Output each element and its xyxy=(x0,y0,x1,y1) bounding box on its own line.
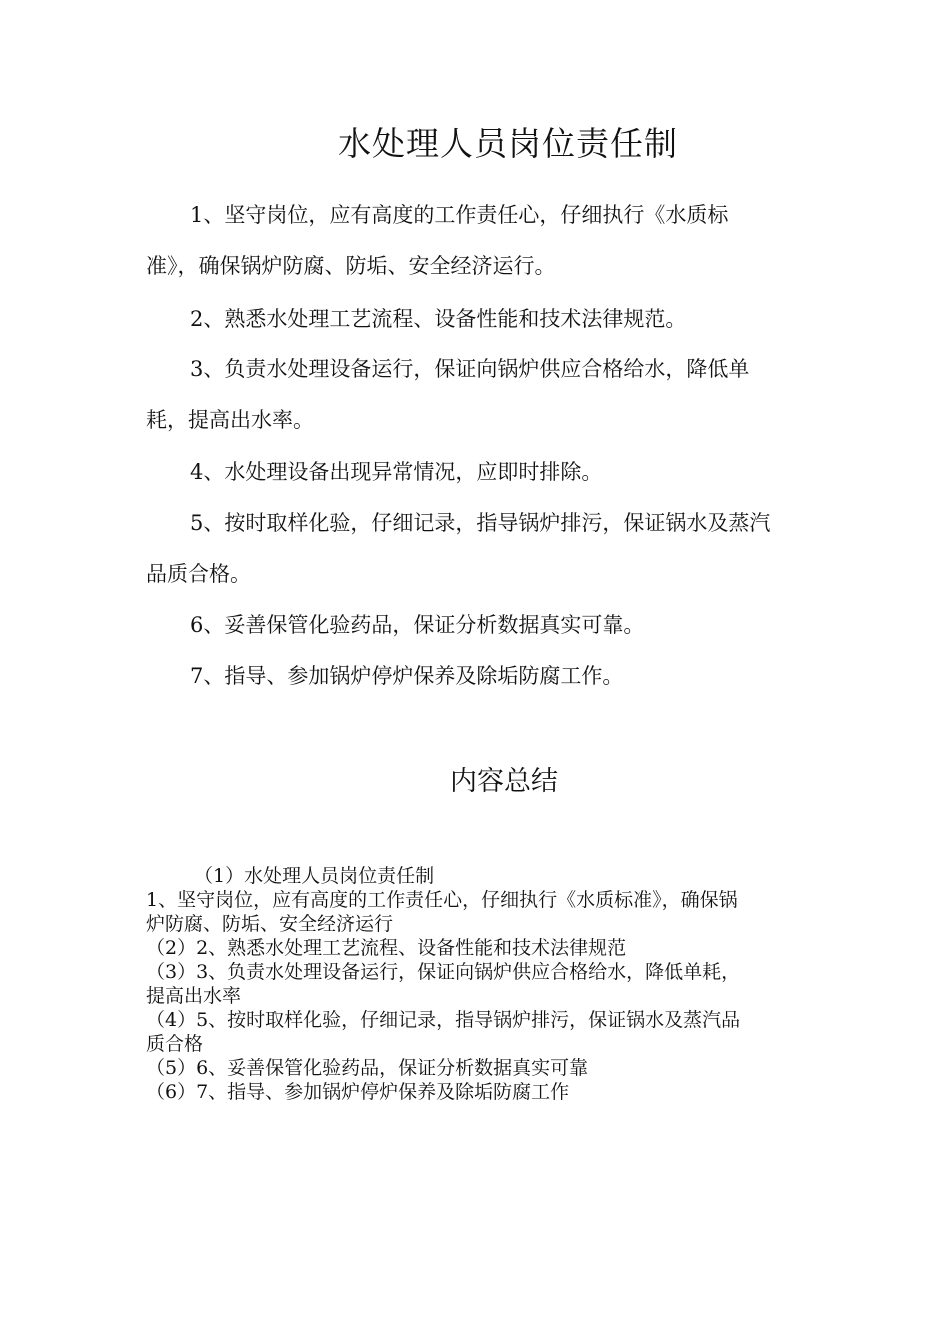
paragraph-1 xyxy=(146,190,816,292)
summary-block xyxy=(146,864,816,1104)
summary-line-3: 炉防腐、防垢、安全经济运行 xyxy=(146,913,394,935)
paragraph-6 xyxy=(146,600,816,651)
paragraph-2-line-1: 2、熟悉水处理工艺流程、设备性能和技术法律规范。 xyxy=(190,307,687,331)
paragraph-4-line-1: 4、水处理设备出现异常情况，应即时排除。 xyxy=(190,460,603,484)
summary-line-7: （4）5、按时取样化验，仔细记录，指导锅炉排污，保证锅水及蒸汽品 xyxy=(146,1009,741,1031)
summary-title: 内容总结 xyxy=(450,766,558,797)
summary-line-2: 1、坚守岗位，应有高度的工作责任心，仔细执行《水质标准》，确保锅 xyxy=(146,889,738,911)
paragraph-7 xyxy=(146,651,816,702)
paragraph-5-line-1: 5、按时取样化验，仔细记录，指导锅炉排污，保证锅水及蒸汽 xyxy=(190,511,771,535)
paragraph-3 xyxy=(146,344,816,446)
document-title: 水处理人员岗位责任制 xyxy=(338,124,678,163)
paragraph-1-line-1: 1、坚守岗位，应有高度的工作责任心，仔细执行《水质标 xyxy=(190,203,729,227)
paragraph-2 xyxy=(146,294,816,345)
summary-line-10: （6）7、指导、参加锅炉停炉保养及除垢防腐工作 xyxy=(146,1081,570,1103)
paragraph-4 xyxy=(146,447,816,498)
paragraph-5 xyxy=(146,498,816,600)
paragraph-7-line-1: 7、指导、参加锅炉停炉保养及除垢防腐工作。 xyxy=(190,664,624,688)
paragraph-3-line-1: 3、负责水处理设备运行，保证向锅炉供应合格给水，降低单 xyxy=(190,357,750,381)
summary-line-6: 提高出水率 xyxy=(146,985,242,1007)
paragraph-5-line-2: 品质合格。 xyxy=(146,562,251,586)
summary-line-4: （2）2、熟悉水处理工艺流程、设备性能和技术法律规范 xyxy=(146,937,627,959)
summary-line-1: （1）水处理人员岗位责任制 xyxy=(194,865,435,887)
paragraph-3-line-2: 耗，提高出水率。 xyxy=(146,408,314,432)
summary-line-9: （5）6、妥善保管化验药品，保证分析数据真实可靠 xyxy=(146,1057,589,1079)
paragraph-6-line-1: 6、妥善保管化验药品，保证分析数据真实可靠。 xyxy=(190,613,645,637)
summary-line-8: 质合格 xyxy=(146,1033,204,1055)
paragraph-1-line-2: 准》，确保锅炉防腐、防垢、安全经济运行。 xyxy=(146,254,556,278)
summary-line-5: （3）3、负责水处理设备运行，保证向锅炉供应合格给水，降低单耗， xyxy=(146,961,741,983)
